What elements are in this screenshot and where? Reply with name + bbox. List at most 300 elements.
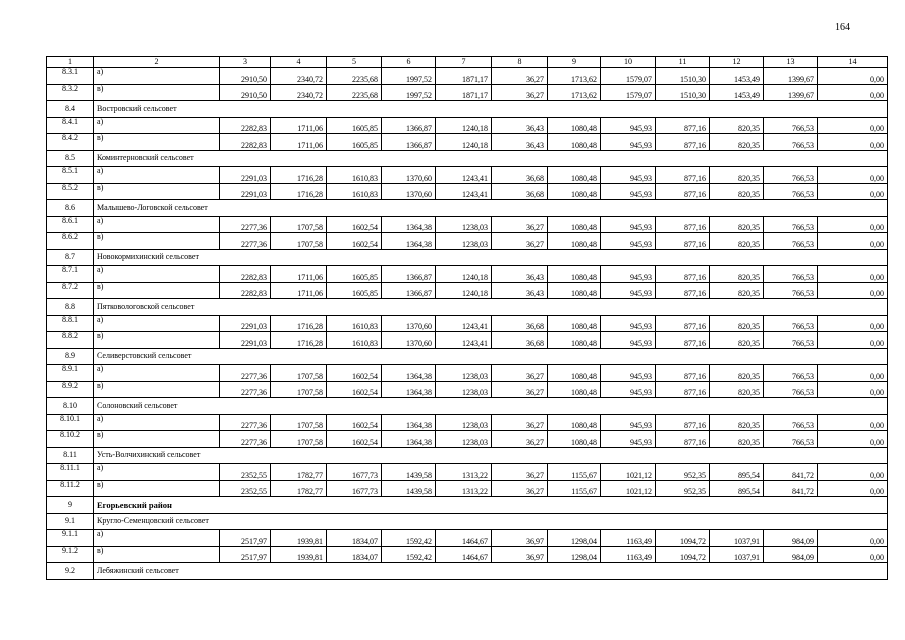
- section-title: Коминтерновский сельсовет: [94, 150, 888, 167]
- row-label: в): [94, 84, 220, 101]
- row-code: 8.11: [47, 447, 94, 464]
- value-cell: 0,00: [818, 480, 888, 497]
- value-cell: 945,93: [601, 266, 656, 283]
- column-header: 6: [382, 57, 436, 68]
- value-cell: 1716,28: [271, 167, 327, 184]
- section-title: Малышево-Логовской сельсовет: [94, 200, 888, 217]
- row-code: 8.5: [47, 150, 94, 167]
- section-title: Кругло-Семенцовский сельсовет: [94, 513, 888, 530]
- value-cell: 36,97: [492, 546, 548, 563]
- value-cell: 1711,06: [271, 134, 327, 151]
- value-cell: 945,93: [601, 414, 656, 431]
- value-cell: 1163,49: [601, 546, 656, 563]
- value-cell: 1080,48: [548, 233, 601, 250]
- value-cell: 1610,83: [327, 183, 382, 200]
- value-cell: 1610,83: [327, 315, 382, 332]
- value-cell: 877,16: [656, 431, 710, 448]
- table-row: [47, 546, 888, 563]
- value-cell: 820,35: [710, 117, 764, 134]
- section-row: [47, 348, 888, 365]
- value-cell: 1782,77: [271, 464, 327, 481]
- table-row: [47, 365, 888, 382]
- row-label: а): [94, 414, 220, 431]
- value-cell: 1464,67: [436, 530, 492, 547]
- value-cell: 1707,58: [271, 233, 327, 250]
- value-cell: 1238,03: [436, 216, 492, 233]
- row-code: 9.1: [47, 513, 94, 530]
- value-cell: 36,68: [492, 167, 548, 184]
- value-cell: 0,00: [818, 167, 888, 184]
- value-cell: 820,35: [710, 282, 764, 299]
- row-code: 9.2: [47, 563, 94, 580]
- value-cell: 0,00: [818, 68, 888, 85]
- value-cell: 820,35: [710, 381, 764, 398]
- value-cell: 2277,36: [220, 365, 271, 382]
- value-cell: 2910,50: [220, 84, 271, 101]
- value-cell: 1094,72: [656, 546, 710, 563]
- table-row: [47, 282, 888, 299]
- value-cell: 1997,52: [382, 68, 436, 85]
- value-cell: 1298,04: [548, 530, 601, 547]
- value-cell: 1243,41: [436, 315, 492, 332]
- value-cell: 1602,54: [327, 414, 382, 431]
- value-cell: 1240,18: [436, 266, 492, 283]
- value-cell: 1713,62: [548, 68, 601, 85]
- row-code: 8.10.2: [47, 431, 94, 448]
- value-cell: 1080,48: [548, 167, 601, 184]
- value-cell: 36,27: [492, 464, 548, 481]
- row-code: 8.3.1: [47, 68, 94, 85]
- row-code: 8.7.2: [47, 282, 94, 299]
- section-title: Селиверстовский сельсовет: [94, 348, 888, 365]
- column-header: 1: [47, 57, 94, 68]
- value-cell: 1313,22: [436, 480, 492, 497]
- value-cell: 1453,49: [710, 68, 764, 85]
- value-cell: 877,16: [656, 365, 710, 382]
- row-code: 8.9: [47, 348, 94, 365]
- table-row: [47, 84, 888, 101]
- section-row: [47, 150, 888, 167]
- row-code: 9.1.1: [47, 530, 94, 547]
- value-cell: 820,35: [710, 365, 764, 382]
- value-cell: 1364,38: [382, 233, 436, 250]
- value-cell: 1155,67: [548, 480, 601, 497]
- value-cell: 0,00: [818, 381, 888, 398]
- value-cell: 766,53: [764, 183, 818, 200]
- value-cell: 1364,38: [382, 365, 436, 382]
- value-cell: 820,35: [710, 315, 764, 332]
- value-cell: 1080,48: [548, 282, 601, 299]
- value-cell: 945,93: [601, 216, 656, 233]
- value-cell: 1677,73: [327, 464, 382, 481]
- value-cell: 1037,91: [710, 530, 764, 547]
- table-row: [47, 183, 888, 200]
- value-cell: 1240,18: [436, 134, 492, 151]
- row-label: а): [94, 315, 220, 332]
- table-row: [47, 381, 888, 398]
- table-row: [47, 431, 888, 448]
- value-cell: 1939,81: [271, 530, 327, 547]
- district-row: [47, 497, 888, 514]
- value-cell: 1602,54: [327, 365, 382, 382]
- value-cell: 1080,48: [548, 266, 601, 283]
- table-row: [47, 134, 888, 151]
- value-cell: 1834,07: [327, 546, 382, 563]
- value-cell: 1364,38: [382, 216, 436, 233]
- row-label: а): [94, 464, 220, 481]
- value-cell: 1453,49: [710, 84, 764, 101]
- value-cell: 1592,42: [382, 530, 436, 547]
- value-cell: 1707,58: [271, 381, 327, 398]
- value-cell: 945,93: [601, 134, 656, 151]
- value-cell: 1094,72: [656, 530, 710, 547]
- column-header: 2: [94, 57, 220, 68]
- district-title: Егорьевский район: [94, 497, 888, 514]
- value-cell: 1366,87: [382, 117, 436, 134]
- table-row: [47, 233, 888, 250]
- value-cell: 0,00: [818, 134, 888, 151]
- value-cell: 36,68: [492, 315, 548, 332]
- value-cell: 36,27: [492, 84, 548, 101]
- value-cell: 1610,83: [327, 332, 382, 349]
- value-cell: 1313,22: [436, 464, 492, 481]
- value-cell: 2277,36: [220, 381, 271, 398]
- value-cell: 1707,58: [271, 414, 327, 431]
- value-cell: 945,93: [601, 282, 656, 299]
- value-cell: 820,35: [710, 167, 764, 184]
- table-row: [47, 216, 888, 233]
- value-cell: 1370,60: [382, 332, 436, 349]
- value-cell: 952,35: [656, 480, 710, 497]
- value-cell: 36,68: [492, 332, 548, 349]
- value-cell: 1707,58: [271, 365, 327, 382]
- table-row: [47, 332, 888, 349]
- row-code: 8.4.1: [47, 117, 94, 134]
- section-row: [47, 513, 888, 530]
- row-code: 8.6.1: [47, 216, 94, 233]
- value-cell: 1834,07: [327, 530, 382, 547]
- value-cell: 984,09: [764, 546, 818, 563]
- row-label: в): [94, 546, 220, 563]
- value-cell: 2277,36: [220, 216, 271, 233]
- value-cell: 766,53: [764, 282, 818, 299]
- header-row: [47, 57, 888, 68]
- row-code: 8.8.1: [47, 315, 94, 332]
- value-cell: 1080,48: [548, 315, 601, 332]
- value-cell: 945,93: [601, 167, 656, 184]
- column-header: 8: [492, 57, 548, 68]
- value-cell: 1238,03: [436, 233, 492, 250]
- value-cell: 0,00: [818, 414, 888, 431]
- value-cell: 1602,54: [327, 216, 382, 233]
- value-cell: 1939,81: [271, 546, 327, 563]
- value-cell: 2235,68: [327, 84, 382, 101]
- value-cell: 0,00: [818, 183, 888, 200]
- row-code: 9.1.2: [47, 546, 94, 563]
- value-cell: 1711,06: [271, 282, 327, 299]
- value-cell: 1716,28: [271, 183, 327, 200]
- value-cell: 766,53: [764, 365, 818, 382]
- value-cell: 1080,48: [548, 134, 601, 151]
- value-cell: 2291,03: [220, 167, 271, 184]
- table-row: [47, 315, 888, 332]
- value-cell: 877,16: [656, 414, 710, 431]
- value-cell: 1579,07: [601, 68, 656, 85]
- value-cell: 952,35: [656, 464, 710, 481]
- value-cell: 877,16: [656, 233, 710, 250]
- value-cell: 945,93: [601, 315, 656, 332]
- value-cell: 36,27: [492, 233, 548, 250]
- section-row: [47, 447, 888, 464]
- value-cell: 766,53: [764, 134, 818, 151]
- value-cell: 1163,49: [601, 530, 656, 547]
- value-cell: 895,54: [710, 464, 764, 481]
- value-cell: 1605,85: [327, 266, 382, 283]
- value-cell: 1579,07: [601, 84, 656, 101]
- value-cell: 766,53: [764, 332, 818, 349]
- value-cell: 1366,87: [382, 282, 436, 299]
- value-cell: 1399,67: [764, 84, 818, 101]
- value-cell: 2352,55: [220, 464, 271, 481]
- row-label: в): [94, 381, 220, 398]
- section-title: Усть-Волчихинский сельсовет: [94, 447, 888, 464]
- row-label: а): [94, 117, 220, 134]
- row-code: 8.7.1: [47, 266, 94, 283]
- value-cell: 945,93: [601, 233, 656, 250]
- row-code: 8.10: [47, 398, 94, 415]
- value-cell: 36,27: [492, 414, 548, 431]
- value-cell: 1080,48: [548, 381, 601, 398]
- row-label: а): [94, 167, 220, 184]
- section-title: Лебяжинский сельсовет: [94, 563, 888, 580]
- value-cell: 766,53: [764, 431, 818, 448]
- value-cell: 820,35: [710, 233, 764, 250]
- row-code: 8.9.1: [47, 365, 94, 382]
- value-cell: 766,53: [764, 233, 818, 250]
- row-code: 8.4.2: [47, 134, 94, 151]
- value-cell: 1605,85: [327, 117, 382, 134]
- value-cell: 1510,30: [656, 84, 710, 101]
- section-row: [47, 101, 888, 118]
- row-code: 8.5.1: [47, 167, 94, 184]
- value-cell: 0,00: [818, 464, 888, 481]
- value-cell: 820,35: [710, 183, 764, 200]
- value-cell: 1080,48: [548, 332, 601, 349]
- value-cell: 1782,77: [271, 480, 327, 497]
- value-cell: 1298,04: [548, 546, 601, 563]
- row-label: в): [94, 282, 220, 299]
- page-number: 164: [835, 22, 850, 33]
- value-cell: 1997,52: [382, 84, 436, 101]
- value-cell: 820,35: [710, 431, 764, 448]
- section-row: [47, 398, 888, 415]
- value-cell: 2282,83: [220, 134, 271, 151]
- value-cell: 1713,62: [548, 84, 601, 101]
- table-row: [47, 167, 888, 184]
- value-cell: 1605,85: [327, 282, 382, 299]
- value-cell: 1366,87: [382, 134, 436, 151]
- value-cell: 766,53: [764, 117, 818, 134]
- value-cell: 1238,03: [436, 414, 492, 431]
- column-header: 9: [548, 57, 601, 68]
- value-cell: 2282,83: [220, 117, 271, 134]
- value-cell: 1080,48: [548, 117, 601, 134]
- value-cell: 0,00: [818, 315, 888, 332]
- value-cell: 1592,42: [382, 546, 436, 563]
- value-cell: 945,93: [601, 431, 656, 448]
- value-cell: 766,53: [764, 216, 818, 233]
- value-cell: 766,53: [764, 266, 818, 283]
- value-cell: 1080,48: [548, 431, 601, 448]
- column-header: 11: [656, 57, 710, 68]
- row-code: 8.11.1: [47, 464, 94, 481]
- column-header: 14: [818, 57, 888, 68]
- value-cell: 1370,60: [382, 315, 436, 332]
- value-cell: 945,93: [601, 117, 656, 134]
- row-code: 8.4: [47, 101, 94, 118]
- value-cell: 36,27: [492, 365, 548, 382]
- row-code: 8.8.2: [47, 332, 94, 349]
- row-label: в): [94, 480, 220, 497]
- value-cell: 1610,83: [327, 167, 382, 184]
- value-cell: 1238,03: [436, 381, 492, 398]
- section-row: [47, 299, 888, 316]
- table-row: [47, 464, 888, 481]
- value-cell: 2291,03: [220, 332, 271, 349]
- value-cell: 2277,36: [220, 414, 271, 431]
- value-cell: 877,16: [656, 117, 710, 134]
- row-code: 8.8: [47, 299, 94, 316]
- value-cell: 1080,48: [548, 414, 601, 431]
- value-cell: 1243,41: [436, 167, 492, 184]
- value-cell: 877,16: [656, 282, 710, 299]
- value-cell: 1510,30: [656, 68, 710, 85]
- value-cell: 1238,03: [436, 431, 492, 448]
- column-header: 3: [220, 57, 271, 68]
- value-cell: 820,35: [710, 134, 764, 151]
- value-cell: 36,43: [492, 117, 548, 134]
- section-row: [47, 200, 888, 217]
- value-cell: 36,27: [492, 216, 548, 233]
- value-cell: 2277,36: [220, 233, 271, 250]
- row-label: а): [94, 216, 220, 233]
- value-cell: 1439,58: [382, 480, 436, 497]
- value-cell: 1707,58: [271, 216, 327, 233]
- table-row: [47, 117, 888, 134]
- value-cell: 766,53: [764, 381, 818, 398]
- row-code: 8.5.2: [47, 183, 94, 200]
- value-cell: 1871,17: [436, 68, 492, 85]
- value-cell: 820,35: [710, 414, 764, 431]
- value-cell: 1602,54: [327, 233, 382, 250]
- value-cell: 2352,55: [220, 480, 271, 497]
- value-cell: 0,00: [818, 233, 888, 250]
- value-cell: 1243,41: [436, 332, 492, 349]
- value-cell: 766,53: [764, 414, 818, 431]
- value-cell: 1080,48: [548, 183, 601, 200]
- value-cell: 1243,41: [436, 183, 492, 200]
- section-row: [47, 249, 888, 266]
- table-row: [47, 414, 888, 431]
- value-cell: 2282,83: [220, 282, 271, 299]
- value-cell: 877,16: [656, 183, 710, 200]
- value-cell: 877,16: [656, 381, 710, 398]
- value-cell: 36,43: [492, 134, 548, 151]
- table-row: [47, 68, 888, 85]
- column-header: 4: [271, 57, 327, 68]
- value-cell: 1370,60: [382, 167, 436, 184]
- value-cell: 945,93: [601, 332, 656, 349]
- row-label: в): [94, 431, 220, 448]
- row-label: в): [94, 183, 220, 200]
- value-cell: 766,53: [764, 315, 818, 332]
- value-cell: 841,72: [764, 464, 818, 481]
- row-label: в): [94, 233, 220, 250]
- section-title: Новокормихинский сельсовет: [94, 249, 888, 266]
- value-cell: 1080,48: [548, 365, 601, 382]
- value-cell: 0,00: [818, 282, 888, 299]
- value-cell: 1464,67: [436, 546, 492, 563]
- value-cell: 0,00: [818, 266, 888, 283]
- value-cell: 2277,36: [220, 431, 271, 448]
- row-code: 8.9.2: [47, 381, 94, 398]
- value-cell: 2282,83: [220, 266, 271, 283]
- value-cell: 0,00: [818, 84, 888, 101]
- value-cell: 1439,58: [382, 464, 436, 481]
- value-cell: 1238,03: [436, 365, 492, 382]
- value-cell: 1707,58: [271, 431, 327, 448]
- row-label: в): [94, 332, 220, 349]
- value-cell: 0,00: [818, 431, 888, 448]
- value-cell: 2340,72: [271, 84, 327, 101]
- value-cell: 984,09: [764, 530, 818, 547]
- value-cell: 1711,06: [271, 266, 327, 283]
- row-code: 8.11.2: [47, 480, 94, 497]
- value-cell: 820,35: [710, 332, 764, 349]
- value-cell: 36,43: [492, 282, 548, 299]
- column-header: 10: [601, 57, 656, 68]
- row-code: 8.7: [47, 249, 94, 266]
- value-cell: 0,00: [818, 332, 888, 349]
- value-cell: 0,00: [818, 546, 888, 563]
- section-row: [47, 563, 888, 580]
- value-cell: 820,35: [710, 266, 764, 283]
- column-header: 7: [436, 57, 492, 68]
- value-cell: 877,16: [656, 216, 710, 233]
- value-cell: 877,16: [656, 167, 710, 184]
- value-cell: 1716,28: [271, 315, 327, 332]
- value-cell: 945,93: [601, 381, 656, 398]
- value-cell: 1364,38: [382, 431, 436, 448]
- value-cell: 36,27: [492, 480, 548, 497]
- table-row: [47, 530, 888, 547]
- value-cell: 0,00: [818, 365, 888, 382]
- value-cell: 2517,97: [220, 546, 271, 563]
- value-cell: 36,43: [492, 266, 548, 283]
- value-cell: 2910,50: [220, 68, 271, 85]
- value-cell: 36,27: [492, 431, 548, 448]
- value-cell: 2340,72: [271, 68, 327, 85]
- value-cell: 2291,03: [220, 183, 271, 200]
- value-cell: 1716,28: [271, 332, 327, 349]
- value-cell: 1677,73: [327, 480, 382, 497]
- value-cell: 0,00: [818, 216, 888, 233]
- value-cell: 1240,18: [436, 117, 492, 134]
- value-cell: 1021,12: [601, 464, 656, 481]
- value-cell: 1602,54: [327, 381, 382, 398]
- value-cell: 1021,12: [601, 480, 656, 497]
- row-code: 8.10.1: [47, 414, 94, 431]
